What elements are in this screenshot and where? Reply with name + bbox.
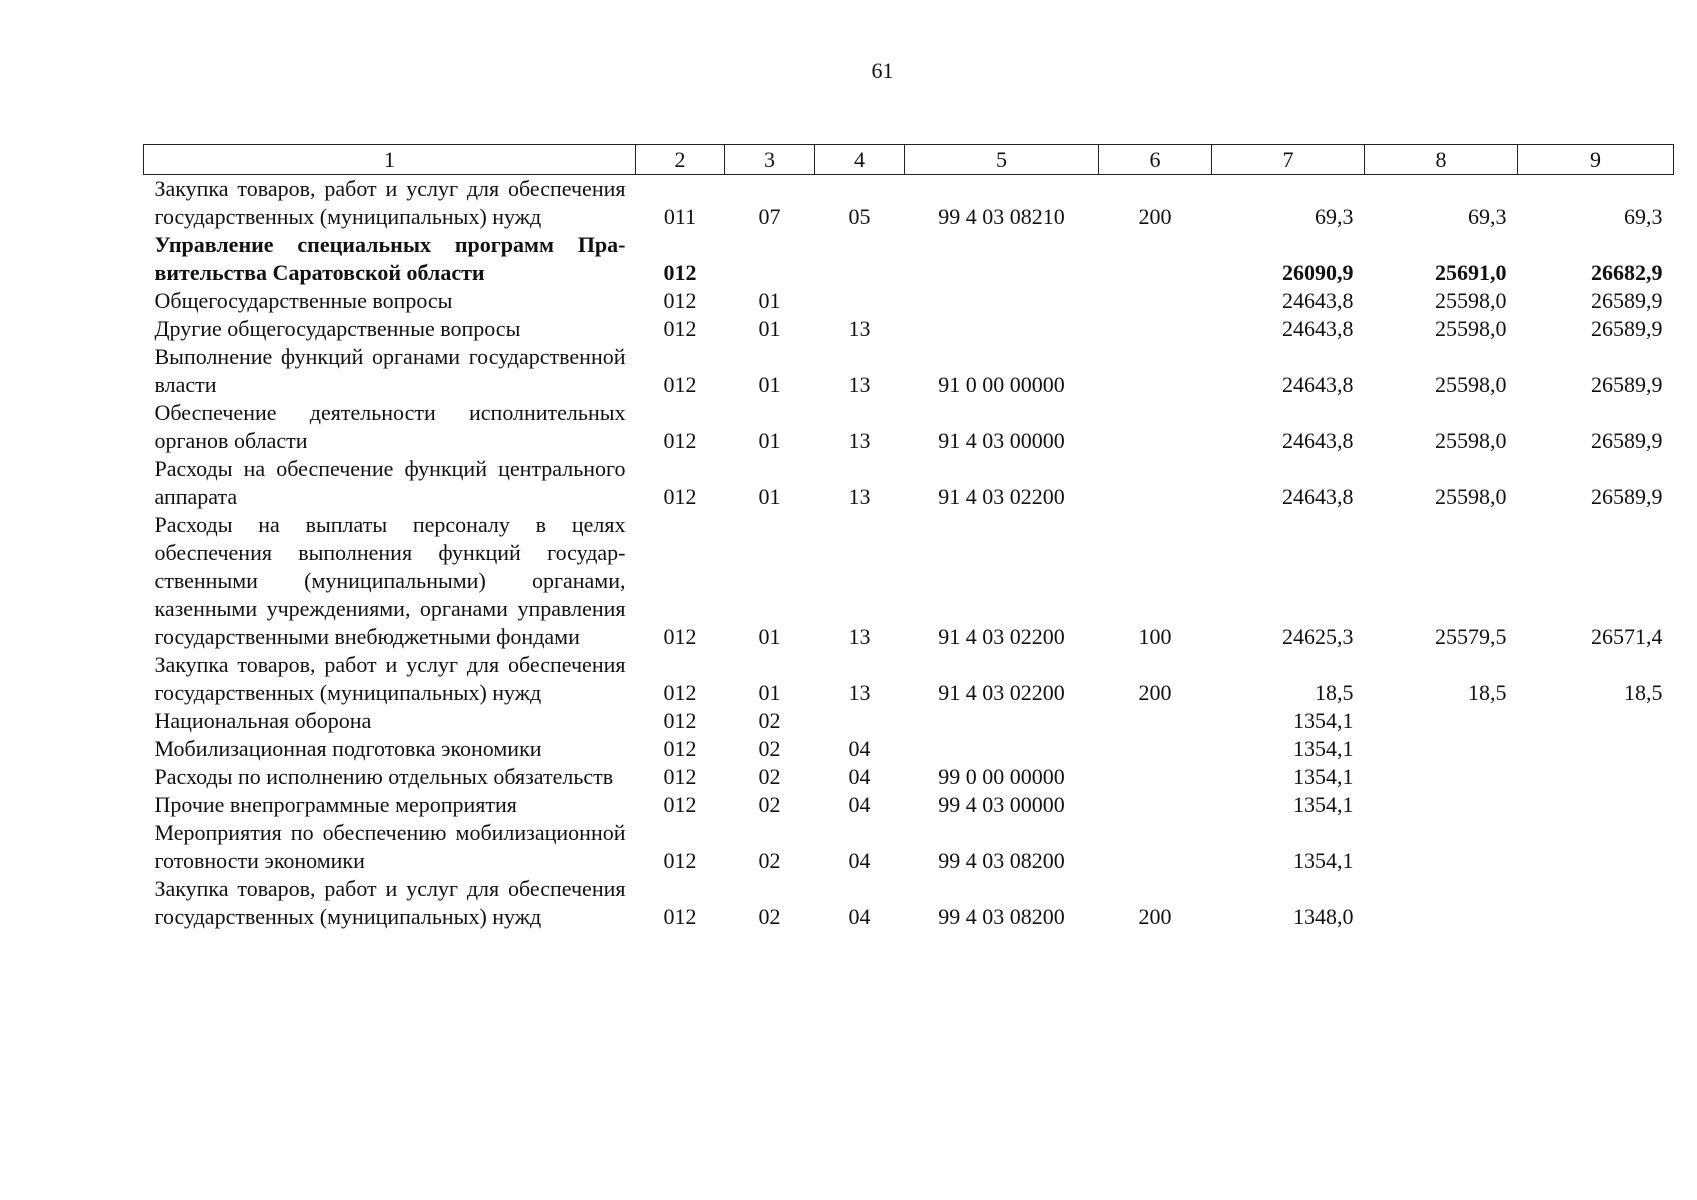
row-name: Обеспечение деятельности исполнительных органов области	[154, 400, 626, 453]
table-row	[144, 231, 1674, 287]
row-code-6	[1099, 315, 1212, 343]
row-value-8	[1365, 875, 1518, 931]
table-row	[144, 707, 1674, 735]
row-code-4: 05	[848, 204, 871, 229]
row-value-8: 25598,0	[1435, 316, 1507, 341]
table-row	[144, 287, 1674, 315]
row-value-9: 18,5	[1624, 680, 1663, 705]
row-code-2: 012	[663, 316, 697, 341]
row-code-4: 04	[848, 764, 871, 789]
row-value-7: 1354,1	[1293, 708, 1354, 733]
row-value-8: 25598,0	[1435, 484, 1507, 509]
row-value-9: 26682,9	[1591, 260, 1663, 285]
row-value-9	[1518, 707, 1674, 735]
budget-table	[143, 144, 1674, 931]
row-name: Закупка товаров, работ и услуг для обеспечения государственных (муниципальных) нужд	[154, 176, 626, 229]
row-name: Общегосударственные вопросы	[154, 288, 453, 313]
table-row	[144, 315, 1674, 343]
row-value-9: 26589,9	[1591, 316, 1663, 341]
row-name: Закупка товаров, работ и услуг для обеспечения государственных (муниципальных) нужд	[154, 652, 626, 705]
row-value-9: 26589,9	[1591, 288, 1663, 313]
table-row	[144, 735, 1674, 763]
row-code-3: 02	[758, 736, 781, 761]
row-code-6	[1099, 399, 1212, 455]
row-value-8: 69,3	[1468, 204, 1507, 229]
row-value-7: 1354,1	[1293, 792, 1354, 817]
row-code-4: 13	[848, 316, 871, 341]
row-code-5: 99 0 00 00000	[938, 764, 1065, 789]
row-code-5: 99 4 03 08200	[938, 848, 1065, 873]
column-header-3: 3	[725, 145, 815, 175]
table-row	[144, 455, 1674, 511]
row-code-2: 012	[663, 764, 697, 789]
column-header-7: 7	[1212, 145, 1365, 175]
row-value-7: 1354,1	[1293, 736, 1354, 761]
row-code-2: 012	[663, 736, 697, 761]
row-value-9	[1518, 735, 1674, 763]
row-code-4: 13	[848, 484, 871, 509]
row-code-2: 012	[663, 708, 697, 733]
row-code-3: 02	[758, 708, 781, 733]
column-header-5: 5	[905, 145, 1099, 175]
row-value-9: 26571,4	[1591, 624, 1663, 649]
row-code-5	[905, 287, 1099, 315]
row-code-6	[1099, 707, 1212, 735]
row-code-5: 99 4 03 08200	[938, 904, 1065, 929]
row-code-2: 012	[663, 260, 697, 285]
row-code-6	[1099, 343, 1212, 399]
table-body	[144, 175, 1674, 932]
row-code-5	[905, 735, 1099, 763]
table-row	[144, 819, 1674, 875]
row-code-3: 02	[758, 848, 781, 873]
row-code-4	[815, 231, 905, 287]
row-code-6: 200	[1138, 904, 1172, 929]
row-code-3	[725, 231, 815, 287]
row-name: Расходы на выплаты персоналу в целях обеспечения выполнения функций государственными (муниципальными) органами, казенными учреждениями, органами управления государственными внебюджетными фондами	[154, 512, 626, 649]
page-number: 61	[871, 58, 894, 83]
row-value-7: 24643,8	[1282, 316, 1354, 341]
table-row	[144, 791, 1674, 819]
row-code-3: 01	[758, 484, 781, 509]
row-value-9: 26589,9	[1591, 372, 1663, 397]
row-name: Национальная оборона	[154, 708, 372, 733]
column-header-8: 8	[1365, 145, 1518, 175]
row-name: Мероприятия по обеспечению мобилизационной готовности экономики	[154, 820, 626, 873]
row-name: Расходы на обеспечение функций центрального аппарата	[154, 456, 626, 509]
row-code-4: 13	[848, 680, 871, 705]
row-code-5: 99 4 03 08210	[938, 204, 1065, 229]
row-code-6: 100	[1138, 624, 1172, 649]
row-value-7: 24643,8	[1282, 428, 1354, 453]
table-row	[144, 343, 1674, 399]
row-name: Закупка товаров, работ и услуг для обеспечения государственных (муниципальных) нужд	[154, 876, 626, 929]
row-code-2: 012	[663, 680, 697, 705]
row-code-2: 012	[663, 484, 697, 509]
row-value-7: 24643,8	[1282, 484, 1354, 509]
row-code-6	[1099, 231, 1212, 287]
row-value-9: 69,3	[1624, 204, 1663, 229]
row-value-8: 25598,0	[1435, 372, 1507, 397]
row-value-7: 26090,9	[1282, 260, 1354, 285]
row-value-7: 24625,3	[1282, 624, 1354, 649]
row-code-4: 04	[848, 904, 871, 929]
column-header-6: 6	[1099, 145, 1212, 175]
row-value-7: 1354,1	[1293, 764, 1354, 789]
row-value-8: 18,5	[1468, 680, 1507, 705]
column-header-9: 9	[1518, 145, 1674, 175]
row-value-9: 26589,9	[1591, 484, 1663, 509]
table-header-row	[144, 145, 1674, 175]
row-name: Управление специальных программ Правительства Саратовской области	[154, 232, 626, 285]
row-code-5: 99 4 03 00000	[938, 792, 1065, 817]
row-code-2: 012	[663, 372, 697, 397]
row-value-9	[1518, 791, 1674, 819]
row-value-8	[1365, 707, 1518, 735]
row-name: Прочие внепрограммные мероприятия	[154, 792, 517, 817]
row-code-5: 91 4 03 02200	[938, 484, 1065, 509]
column-header-1: 1	[144, 145, 636, 175]
row-code-3: 01	[758, 288, 781, 313]
row-code-4: 13	[848, 624, 871, 649]
row-code-6	[1099, 763, 1212, 791]
row-value-7: 18,5	[1315, 680, 1354, 705]
row-code-3: 02	[758, 904, 781, 929]
row-value-8: 25598,0	[1435, 288, 1507, 313]
row-code-3: 02	[758, 764, 781, 789]
row-value-7: 1348,0	[1293, 904, 1354, 929]
row-value-8	[1365, 791, 1518, 819]
table-row	[144, 763, 1674, 791]
table-row	[144, 651, 1674, 707]
row-value-8: 25579,5	[1435, 624, 1507, 649]
row-code-3: 01	[758, 624, 781, 649]
row-code-5	[905, 231, 1099, 287]
row-value-7: 24643,8	[1282, 372, 1354, 397]
row-code-5: 91 0 00 00000	[938, 372, 1065, 397]
table-row	[144, 511, 1674, 651]
row-name: Другие общегосударственные вопросы	[154, 316, 521, 341]
row-code-4: 13	[848, 428, 871, 453]
row-code-6	[1099, 791, 1212, 819]
row-code-3: 01	[758, 428, 781, 453]
row-code-4: 04	[848, 736, 871, 761]
row-code-2: 012	[663, 624, 697, 649]
row-value-9	[1518, 763, 1674, 791]
row-name: Выполнение функций органами государственной власти	[154, 344, 626, 397]
row-code-3: 02	[758, 792, 781, 817]
row-code-5	[905, 707, 1099, 735]
row-code-5	[905, 315, 1099, 343]
row-code-6: 200	[1138, 204, 1172, 229]
row-code-2: 012	[663, 904, 697, 929]
row-code-2: 012	[663, 288, 697, 313]
row-code-4: 04	[848, 792, 871, 817]
row-value-8	[1365, 735, 1518, 763]
row-code-3: 01	[758, 372, 781, 397]
row-code-6	[1099, 735, 1212, 763]
row-code-6	[1099, 287, 1212, 315]
row-code-4: 13	[848, 372, 871, 397]
table-row	[144, 399, 1674, 455]
column-header-2: 2	[636, 145, 725, 175]
row-name: Мобилизационная подготовка экономики	[154, 736, 542, 761]
row-code-2: 011	[663, 204, 697, 229]
row-code-3: 01	[758, 680, 781, 705]
row-code-4: 04	[848, 848, 871, 873]
row-value-8	[1365, 819, 1518, 875]
row-value-8: 25598,0	[1435, 428, 1507, 453]
row-value-9	[1518, 819, 1674, 875]
row-code-4	[815, 287, 905, 315]
row-code-4	[815, 707, 905, 735]
row-code-5: 91 4 03 02200	[938, 680, 1065, 705]
row-value-9	[1518, 875, 1674, 931]
row-code-2: 012	[663, 792, 697, 817]
row-value-9: 26589,9	[1591, 428, 1663, 453]
row-code-5: 91 4 03 00000	[938, 428, 1065, 453]
row-code-5: 91 4 03 02200	[938, 624, 1065, 649]
row-code-6	[1099, 819, 1212, 875]
row-value-8	[1365, 763, 1518, 791]
table-row	[144, 175, 1674, 232]
row-value-7: 69,3	[1315, 204, 1354, 229]
row-code-6	[1099, 455, 1212, 511]
row-code-3: 07	[758, 204, 781, 229]
row-value-8: 25691,0	[1435, 260, 1507, 285]
row-value-7: 24643,8	[1282, 288, 1354, 313]
row-name: Расходы по исполнению отдельных обязательств	[154, 764, 614, 789]
column-header-4: 4	[815, 145, 905, 175]
row-code-2: 012	[663, 428, 697, 453]
row-code-3: 01	[758, 316, 781, 341]
row-code-2: 012	[663, 848, 697, 873]
row-value-7: 1354,1	[1293, 848, 1354, 873]
row-code-6: 200	[1138, 680, 1172, 705]
table-row	[144, 875, 1674, 931]
